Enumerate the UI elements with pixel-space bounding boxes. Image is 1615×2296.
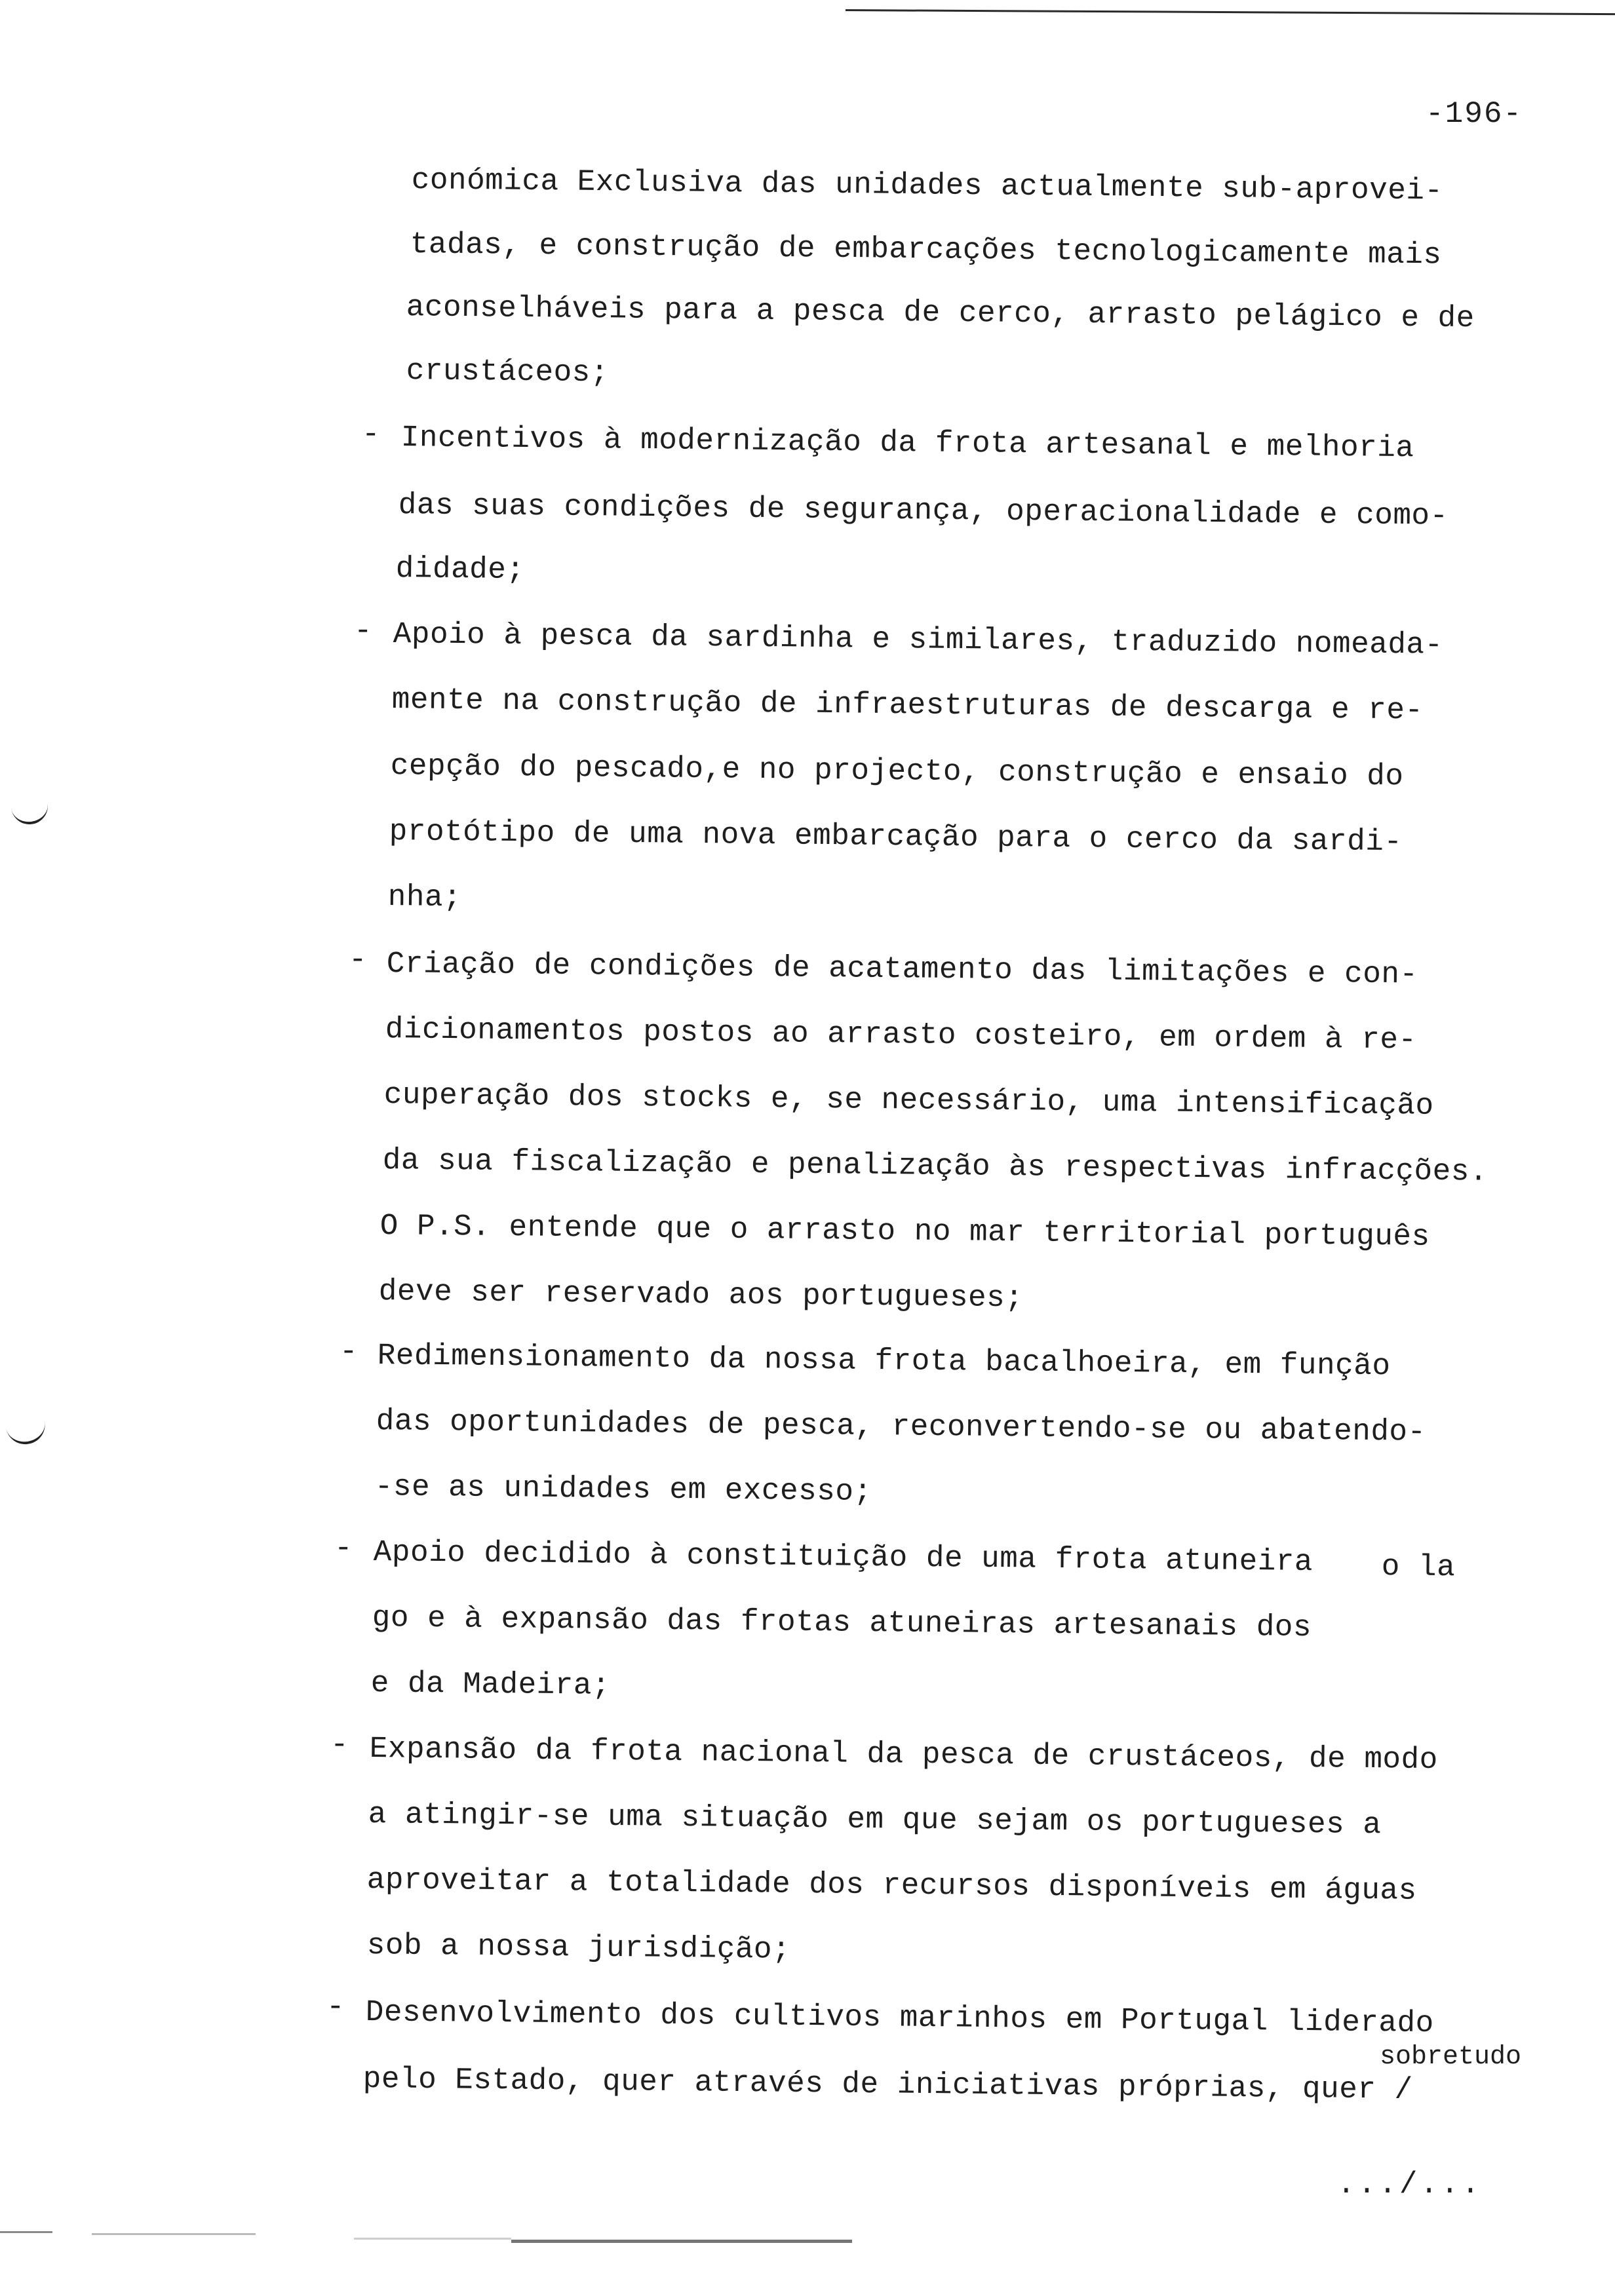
text-line: da sua fiscalização e penalização às respectivas infracções.: [382, 1143, 1489, 1189]
continuation-marker: .../...: [1337, 2168, 1483, 2202]
list-bullet-dash: -: [354, 614, 372, 648]
list-bullet-dash: -: [330, 1728, 349, 1762]
text-line: Desenvolvimento dos cultivos marinhos em Portugal liderado: [365, 1995, 1435, 2041]
text-line: dicionamentos postos ao arrasto costeiro, em ordem à re-: [385, 1012, 1417, 1058]
text-line: O P.S. entende que o arrasto no mar territorial português: [379, 1209, 1430, 1254]
text-line: mente na construção de infraestruturas de descarga e re-: [391, 683, 1424, 728]
bottom-scan-noise: [0, 2231, 52, 2233]
list-bullet-dash: -: [362, 417, 380, 451]
text-line: Apoio decidido à constituição de uma frota atuneira: [373, 1535, 1332, 1580]
bottom-scan-noise: [92, 2233, 256, 2235]
text-line: Criação de condições de acatamento das limitações e con-: [386, 947, 1418, 992]
text-line: crustáceos;: [406, 354, 610, 391]
list-bullet-dash: -: [349, 943, 367, 977]
page-number: -196-: [1426, 97, 1523, 131]
text-line: aconselháveis para a pesca de cerco, arrasto pelágico e de: [406, 290, 1475, 336]
text-line: Incentivos à modernização da frota artesanal e melhoria: [400, 421, 1414, 466]
text-line: deve ser reservado aos portugueses;: [378, 1274, 1024, 1316]
text-line: go e à expansão das frotas atuneiras artesanais dos: [372, 1601, 1331, 1645]
text-line: tadas, e construção de embarcações tecnologicamente mais: [410, 227, 1442, 273]
text-line: aproveitar a totalidade dos recursos disponíveis em águas: [366, 1863, 1417, 1908]
margin-hole-mark-top: [10, 795, 50, 826]
text-line: a atingir-se uma situação em que sejam os portugueses a: [368, 1797, 1382, 1843]
bottom-scan-noise: [511, 2240, 852, 2243]
list-bullet-dash: -: [340, 1335, 358, 1369]
text-line: cepção do pescado,e no projecto, construção e ensaio do: [390, 749, 1404, 794]
text-line: didade;: [395, 552, 525, 588]
text-line: das suas condições de segurança, operacionalidade e como-: [398, 488, 1449, 533]
text-line: nha;: [387, 880, 462, 915]
text-line: das oportunidades de pesca, reconvertendo-se ou abatendo-: [376, 1404, 1426, 1449]
text-line: o la: [1381, 1550, 1456, 1585]
text-line: sob a nossa jurisdição;: [366, 1928, 791, 1967]
text-line: pelo Estado, quer através de iniciativas próprias, quer /: [362, 2062, 1413, 2107]
text-line: cuperação dos stocks e, se necessário, uma intensificação: [383, 1078, 1434, 1123]
text-line: protótipo de uma nova embarcação para o cerco da sardi-: [389, 814, 1403, 860]
text-line: Apoio à pesca da sardinha e similares, traduzido nomeada-: [393, 617, 1443, 662]
bottom-scan-noise: [354, 2238, 511, 2240]
text-line: Expansão da frota nacional da pesca de crustáceos, de modo: [369, 1732, 1439, 1778]
top-rule: [846, 9, 1615, 15]
list-bullet-dash: -: [334, 1531, 353, 1565]
text-line: Redimensionamento da nossa frota bacalhoeira, em função: [377, 1339, 1391, 1384]
text-line: conómica Exclusiva das unidades actualmente sub-aprovei-: [411, 163, 1443, 208]
list-bullet-dash: -: [326, 1990, 345, 2024]
interlinear-note: sobretudo: [1380, 2042, 1522, 2072]
text-line: -se as unidades em excesso;: [374, 1470, 872, 1509]
text-line: e da Madeira;: [370, 1666, 611, 1703]
margin-hole-mark-bottom: [5, 1412, 49, 1447]
